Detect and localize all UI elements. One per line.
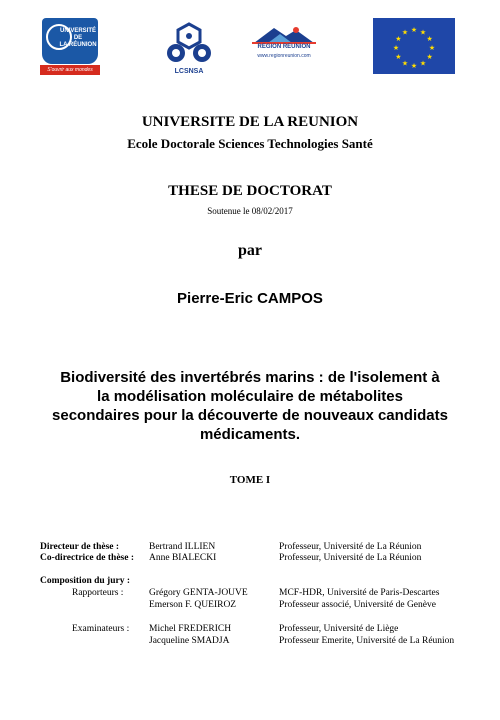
- par-label: par: [238, 242, 262, 259]
- rapporteur-name: Emerson F. QUEIROZ: [149, 600, 237, 610]
- svg-text:★: ★: [419, 59, 427, 68]
- svg-text:★: ★: [426, 35, 433, 43]
- examinateur-affiliation: Professeur, Université de Liège: [279, 624, 399, 634]
- director-name: Bertrand ILLIEN: [149, 542, 216, 552]
- thesis-title-line: secondaires pour la découverte de nouveaux candidats: [52, 407, 448, 424]
- university-title: UNIVERSITE DE LA REUNION: [141, 114, 359, 130]
- author-name: Pierre-Eric CAMPOS: [177, 290, 323, 307]
- thesis-heading: THESE DE DOCTORAT: [168, 183, 332, 199]
- examinateurs-label: Examinateurs :: [72, 624, 130, 634]
- examinateur-name: Jacqueline SMADJA: [149, 636, 230, 646]
- svg-text:★: ★: [401, 59, 409, 68]
- svg-text:★: ★: [395, 35, 402, 43]
- svg-text:★: ★: [410, 26, 418, 34]
- jury-heading: Composition du jury :: [40, 576, 130, 586]
- defense-date: Soutenue le 08/02/2017: [207, 206, 293, 216]
- university-logo-text: [56, 28, 100, 49]
- svg-text:★: ★: [419, 28, 427, 37]
- examinateur-name: Michel FREDERICH: [149, 624, 232, 634]
- examinateur-affiliation: Professeur Emerite, Université de La Réunion: [279, 636, 455, 646]
- svg-text:★: ★: [392, 44, 400, 52]
- university-logo-line: LA RÉUNION: [59, 42, 97, 48]
- svg-text:★: ★: [410, 62, 418, 70]
- mountain-icon: [244, 24, 324, 44]
- codirector-affiliation: Professeur, Université de La Réunion: [279, 553, 422, 563]
- lab-name: LCSNSA: [174, 68, 204, 75]
- rapporteurs-label: Rapporteurs :: [72, 588, 124, 598]
- thesis-title-line: la modélisation moléculaire de métabolites: [97, 388, 403, 405]
- director-affiliation: Professeur, Université de La Réunion: [279, 542, 422, 552]
- thesis-title: [30, 368, 470, 444]
- lcsnsa-logo: [160, 22, 218, 80]
- rapporteur-affiliation: Professeur associé, Université de Genève: [279, 600, 436, 610]
- tome-label: TOME I: [229, 474, 271, 486]
- director-role: Directeur de thèse :: [40, 542, 120, 552]
- codirector-name: Anne BIALECKI: [149, 553, 217, 563]
- svg-text:★: ★: [395, 53, 402, 61]
- thesis-title-line: Biodiversité des invertébrés marins : de l'isolement à: [60, 369, 440, 386]
- region-name: REGION REUNION: [257, 44, 311, 50]
- university-tagline: S'ouvrir aux mondes: [40, 65, 100, 75]
- codirector-role: Co-directrice de thèse :: [40, 553, 134, 563]
- logo-bar: [0, 0, 500, 90]
- molecule-icon: [160, 22, 218, 68]
- rapporteur-name: Grégory GENTA-JOUVE: [149, 588, 248, 598]
- svg-text:★: ★: [401, 28, 409, 37]
- eu-stars-icon: [373, 18, 455, 74]
- university-logo: [38, 18, 102, 76]
- doctoral-school: Ecole Doctorale Sciences Technologies Santé: [127, 136, 373, 151]
- region-url: www.regionreunion.com: [257, 53, 311, 59]
- region-logo: [244, 24, 324, 68]
- thesis-title-line: médicaments.: [199, 426, 301, 443]
- svg-text:★: ★: [426, 53, 433, 61]
- university-logo-line: UNIVERSITÉ DE: [59, 28, 96, 41]
- svg-text:★: ★: [428, 44, 436, 52]
- eu-flag-icon: [373, 18, 455, 74]
- rapporteur-affiliation: MCF-HDR, Université de Paris-Descartes: [279, 588, 440, 598]
